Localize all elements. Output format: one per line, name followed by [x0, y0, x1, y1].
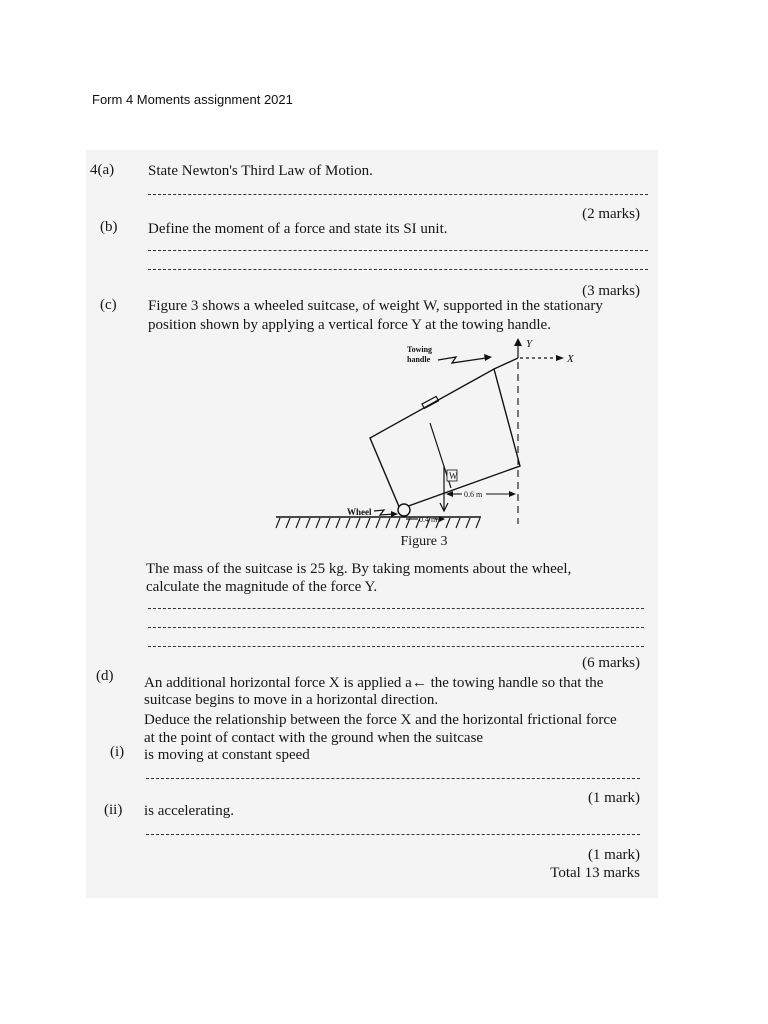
marks-4d-i: (1 mark) — [587, 790, 640, 806]
force-x-arrowhead — [556, 355, 564, 361]
question-4b-text: Define the moment of a force and state its SI unit. — [148, 221, 448, 237]
page-title: Form 4 Moments assignment 2021 — [92, 92, 293, 107]
question-4c-text-after-1: The mass of the suitcase is 25 kg. By taking moments about the wheel, — [146, 561, 572, 577]
wheel — [398, 504, 410, 516]
question-4a-text: State Newton's Third Law of Motion. — [148, 163, 373, 179]
force-x-label: X — [567, 353, 574, 365]
figure-caption: Figure 3 — [400, 534, 448, 549]
answer-line-4b-2 — [148, 269, 648, 270]
force-y-label: Y — [526, 338, 533, 350]
question-4c-number: (c) — [100, 297, 117, 313]
total-marks: Total 13 marks — [550, 865, 640, 881]
question-sheet — [86, 150, 658, 898]
marks-4b: (3 marks) — [582, 283, 640, 299]
question-4d-i-text: is moving at constant speed — [144, 747, 310, 763]
dimension-04-label: 0.4 m — [419, 515, 438, 524]
answer-line-4b-1 — [148, 250, 648, 251]
answer-line-4c-3 — [148, 646, 644, 647]
figure-3-suitcase-diagram — [254, 338, 584, 550]
force-y-arrowhead — [514, 338, 522, 346]
question-4c-text-after-2: calculate the magnitude of the force Y. — [146, 579, 378, 595]
question-4d-ii-text: is accelerating. — [144, 803, 234, 819]
question-4d-line-4: at the point of contact with the ground when the suitcase — [144, 730, 484, 746]
marks-4c: (6 marks) — [582, 655, 640, 671]
answer-line-4a — [148, 194, 648, 195]
towing-handle-label-1: Towing — [407, 345, 433, 354]
towing-handle-pointer-head — [484, 354, 492, 361]
question-4b-number: (b) — [100, 219, 118, 235]
question-4d-line-1: An additional horizontal force X is applied a← the towing handle so that the — [144, 675, 604, 691]
question-4a-number: 4(a) — [90, 162, 115, 178]
suitcase-top-handle — [422, 396, 438, 408]
answer-line-4c-1 — [148, 608, 644, 609]
ground-hatching — [276, 518, 480, 528]
question-4d-i-number: (i) — [110, 744, 125, 760]
question-4c-line-1: Figure 3 shows a wheeled suitcase, of weight W, supported in the stationary — [148, 298, 603, 314]
suitcase-body — [370, 369, 520, 509]
towing-handle-pointer — [438, 357, 486, 363]
weight-label: W — [449, 471, 458, 481]
question-4d-ii-number: (ii) — [104, 802, 123, 818]
wheel-label: Wheel — [347, 507, 372, 517]
marks-4a: (2 marks) — [582, 206, 640, 222]
answer-line-4d-i — [146, 778, 640, 779]
question-4d-line-2: suitcase begins to move in a horizontal direction. — [144, 692, 439, 708]
towing-handle-label-2: handle — [407, 355, 431, 364]
question-4c-line-2: position shown by applying a vertical force Y at the towing handle. — [148, 317, 551, 333]
question-4d-number: (d) — [96, 668, 114, 684]
dimension-06-right-head — [509, 491, 516, 497]
dimension-06-label: 0.6 m — [464, 490, 483, 499]
answer-line-4d-ii — [146, 834, 640, 835]
marks-4d-ii: (1 mark) — [587, 847, 640, 863]
answer-line-4c-2 — [148, 627, 644, 628]
wheel-pointer-head — [391, 511, 398, 517]
question-4d-line-3: Deduce the relationship between the force X and the horizontal frictional force — [144, 712, 617, 728]
towing-handle — [494, 358, 518, 369]
